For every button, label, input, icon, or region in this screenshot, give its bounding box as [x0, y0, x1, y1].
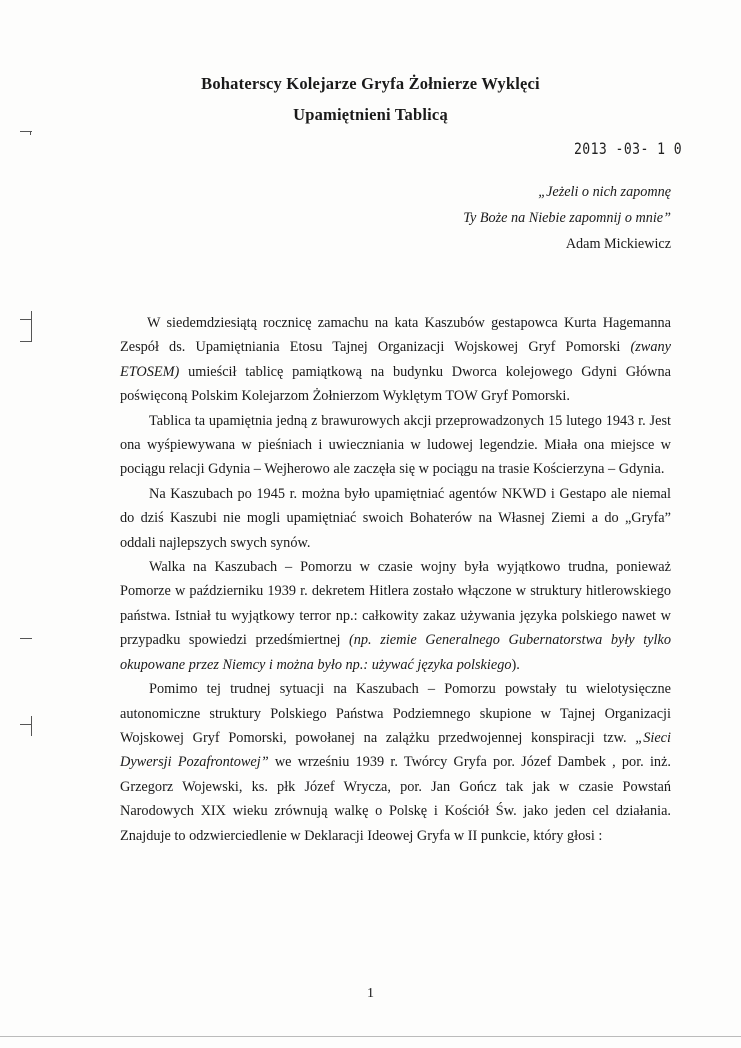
paragraph-5 — [120, 677, 671, 848]
paragraph-1 — [120, 311, 671, 409]
scan-mark-5 — [20, 341, 32, 342]
paragraph-4-italic: (np. ziemie Generalnego Gubernatorstwa były tylko okupowane przez Niemcy i można było np.: używać języka polskiego — [120, 632, 671, 673]
paragraph-1-text-a: W siedemdziesiątą rocznicę zamachu na kata Kaszubów gestapowca Kurta Hagemanna Zespół ds. Upamiętniania Etosu Tajnej Organizacji Wojskowej Gryf Pomorski — [120, 315, 671, 356]
scan-mark-2 — [30, 131, 31, 135]
date-stamp: 2013 -03- 1 0 — [574, 139, 683, 158]
paragraph-4 — [120, 555, 671, 677]
scan-mark-7 — [31, 716, 32, 736]
paragraph-5-text-b: we wrześniu 1939 r. Twórcy Gryfa por. Józef Dambek , por. inż. Grzegorz Wojewski, ks. płk Józef Wrycza, por. Jan Gończ tak jak w czasie Powstań Narodowych XIX wieku zrównują walkę o Polskę i Kościół Św. jako jeden cel działania. Znajduje to odzwierciedlenie w Deklaracji Ideowej Gryfa w II punkcie, który głosi : — [120, 754, 671, 844]
paragraph-2: Tablica ta upamiętnia jedną z brawurowych akcji przeprowadzonych 15 lutego 1943 r. Jest ona wyśpiewywana w pieśniach i uwieczniania w ludowej legendzie. Miała ona miejsce w pociągu relacji Gdynia – Wejherowo ale zaczęła się w pociągu na trasie Kościerzyna – Gdynia. — [120, 412, 671, 478]
body-text — [120, 311, 671, 848]
paragraph-5-text-a: Pomimo tej trudnej sytuacji na Kaszubach – Pomorzu powstały tu wielotysięczne autonomiczne struktury Polskiego Państwa Podziemnego skupione w Tajnej Organizacji Wojskowej Gryf Pomorski, powołanej na zalążku przedwojennej konspiracji tzw. — [120, 681, 671, 746]
paragraph-1-text-b: umieścił tablicę pamiątkową na budynku Dworca kolejowego Gdyni Główna poświęconą Polskim Kolejarzom Żołnierzom Wyklętym TOW Gryf Pomorski. — [120, 363, 671, 405]
scan-mark-6 — [20, 638, 32, 639]
paragraph-4-text-b: ). — [511, 656, 520, 673]
page-number: 1 — [367, 986, 374, 1001]
paragraph-4-text-a: Walka na Kaszubach – Pomorzu w czasie wojny była wyjątkowo trudna, ponieważ Pomorze w październiku 1939 r. dekretem Hitlera zostało włączone w struktury hitlerowskiego państwa. Istniał tu wyjątkowy terror np.: całkowity zakaz używania języka polskiego nawet w przypadku spowiedzi przedśmiertnej — [120, 559, 671, 649]
scan-mark-8 — [20, 724, 32, 725]
paragraph-1-italic: (zwany ETOSEM) — [120, 339, 671, 380]
scan-mark-4 — [31, 311, 32, 341]
paragraph-3: Na Kaszubach po 1945 r. można było upamiętniać agentów NKWD i Gestapo ale niemal do dziś Kaszubi nie mogli upamiętniać swoich Bohaterów na Własnej Ziemi a do „Gryfa” oddali najlepszych swych synów. — [120, 485, 671, 551]
epigraph-line-2: Ty Boże na Niebie zapomnij o mnie” — [463, 210, 671, 226]
document-title-line-2: Upamiętnieni Tablicą — [293, 105, 448, 124]
epigraph-line-1: „Jeżeli o nich zapomnę — [538, 184, 671, 200]
document-title-line-1: Bohaterscy Kolejarze Gryfa Żołnierze Wyklęci — [201, 74, 540, 93]
paragraph-5-italic: „Sieci Dywersji Pozafrontowej” — [120, 729, 671, 771]
scan-edge-line — [0, 1036, 741, 1037]
epigraph-author: Adam Mickiewicz — [565, 236, 671, 252]
